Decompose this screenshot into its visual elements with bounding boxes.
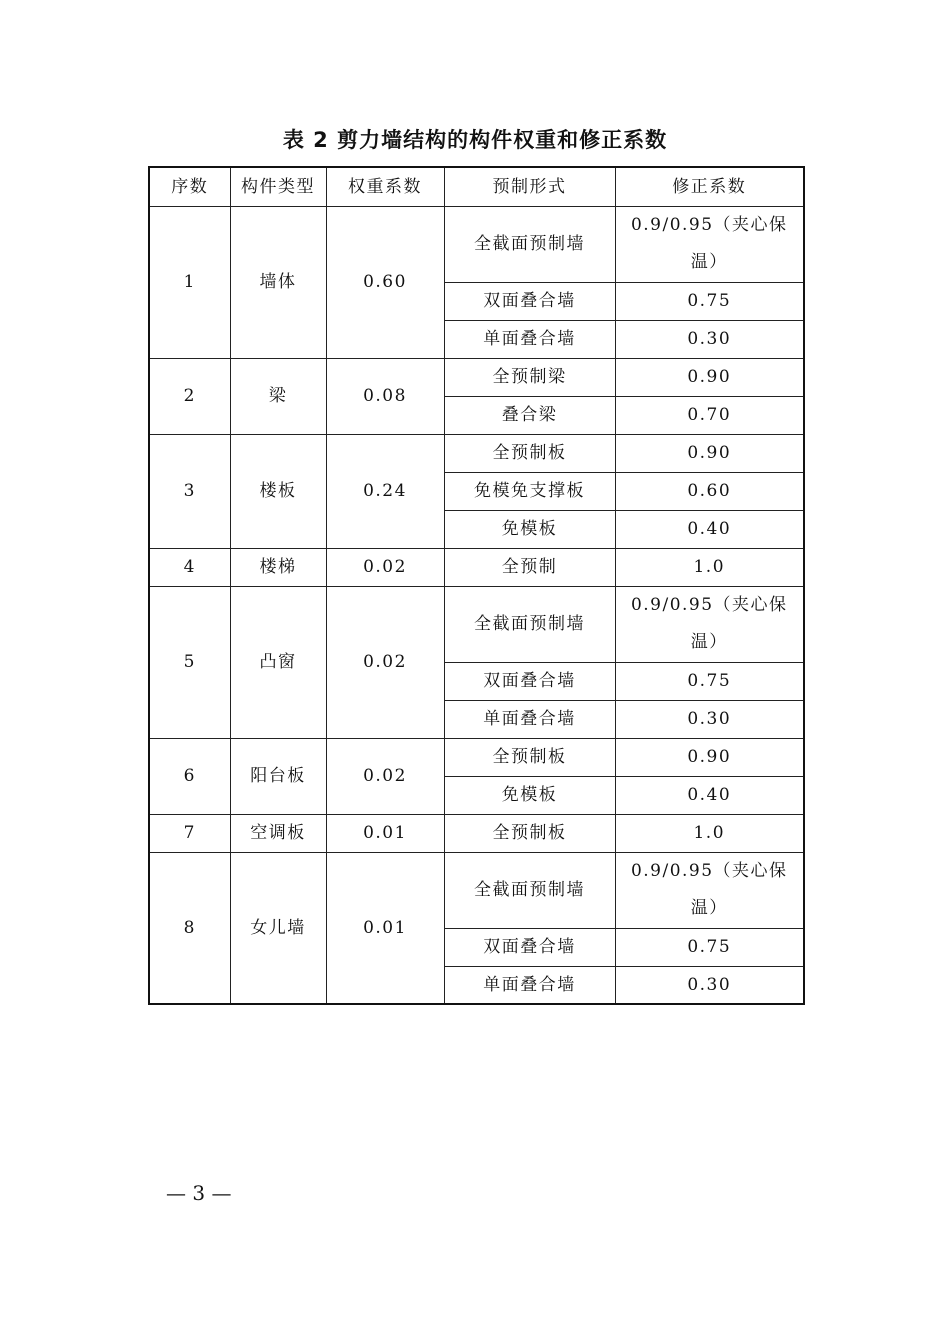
cell-form: 全预制梁	[444, 358, 615, 396]
table-row	[149, 358, 804, 396]
cell-index: 4	[149, 548, 230, 586]
table-row	[149, 434, 804, 472]
cell-form: 单面叠合墙	[444, 966, 615, 1004]
cell-form: 全预制板	[444, 434, 615, 472]
cell-form: 双面叠合墙	[444, 282, 615, 320]
cell-coef: 0.60	[615, 472, 804, 510]
cell-type: 女儿墙	[230, 852, 326, 1004]
cell-form: 双面叠合墙	[444, 662, 615, 700]
cell-type: 凸窗	[230, 586, 326, 738]
cell-coef: 0.75	[615, 662, 804, 700]
cell-weight: 0.02	[326, 738, 444, 814]
cell-coef: 0.90	[615, 358, 804, 396]
cell-type: 楼梯	[230, 548, 326, 586]
header-coef: 修正系数	[615, 167, 804, 206]
cell-coef: 0.90	[615, 738, 804, 776]
cell-index: 5	[149, 586, 230, 738]
cell-coef: 0.40	[615, 510, 804, 548]
cell-form: 叠合梁	[444, 396, 615, 434]
cell-coef: 0.70	[615, 396, 804, 434]
cell-form: 双面叠合墙	[444, 928, 615, 966]
table-row	[149, 206, 804, 282]
cell-index: 3	[149, 434, 230, 548]
cell-coef: 0.90	[615, 434, 804, 472]
cell-coef: 0.75	[615, 928, 804, 966]
cell-form: 免模板	[444, 776, 615, 814]
cell-form: 免模板	[444, 510, 615, 548]
page-number: — 3 —	[166, 1181, 232, 1205]
cell-form: 全预制板	[444, 738, 615, 776]
cell-weight: 0.02	[326, 586, 444, 738]
cell-weight: 0.08	[326, 358, 444, 434]
cell-index: 7	[149, 814, 230, 852]
cell-index: 1	[149, 206, 230, 358]
cell-coef: 0.9/0.95（夹心保温）	[615, 852, 804, 928]
cell-coef: 1.0	[615, 548, 804, 586]
cell-weight: 0.02	[326, 548, 444, 586]
cell-coef: 0.9/0.95（夹心保温）	[615, 586, 804, 662]
cell-coef: 0.40	[615, 776, 804, 814]
cell-form: 全预制板	[444, 814, 615, 852]
cell-form: 免模免支撑板	[444, 472, 615, 510]
header-weight: 权重系数	[326, 167, 444, 206]
cell-coef: 0.30	[615, 700, 804, 738]
cell-coef: 0.30	[615, 320, 804, 358]
cell-type: 墙体	[230, 206, 326, 358]
cell-type: 梁	[230, 358, 326, 434]
cell-form: 全截面预制墙	[444, 206, 615, 282]
cell-index: 8	[149, 852, 230, 1004]
cell-coef: 0.30	[615, 966, 804, 1004]
cell-coef: 1.0	[615, 814, 804, 852]
cell-form: 全截面预制墙	[444, 586, 615, 662]
cell-type: 阳台板	[230, 738, 326, 814]
cell-weight: 0.01	[326, 852, 444, 1004]
cell-form: 单面叠合墙	[444, 320, 615, 358]
cell-coef: 0.75	[615, 282, 804, 320]
table-row	[149, 814, 804, 852]
table-row	[149, 852, 804, 928]
cell-index: 6	[149, 738, 230, 814]
cell-type: 空调板	[230, 814, 326, 852]
cell-coef: 0.9/0.95（夹心保温）	[615, 206, 804, 282]
table-header-row	[149, 167, 804, 206]
cell-form: 全截面预制墙	[444, 852, 615, 928]
header-form: 预制形式	[444, 167, 615, 206]
header-type: 构件类型	[230, 167, 326, 206]
table-row	[149, 548, 804, 586]
weights-table	[148, 166, 805, 1005]
table-row	[149, 738, 804, 776]
cell-weight: 0.24	[326, 434, 444, 548]
cell-index: 2	[149, 358, 230, 434]
table-body	[149, 206, 804, 1004]
cell-form: 单面叠合墙	[444, 700, 615, 738]
document-title: 表 2 剪力墙结构的构件权重和修正系数	[282, 128, 668, 152]
header-index: 序数	[149, 167, 230, 206]
cell-weight: 0.01	[326, 814, 444, 852]
table-row	[149, 586, 804, 662]
cell-type: 楼板	[230, 434, 326, 548]
cell-form: 全预制	[444, 548, 615, 586]
cell-weight: 0.60	[326, 206, 444, 358]
